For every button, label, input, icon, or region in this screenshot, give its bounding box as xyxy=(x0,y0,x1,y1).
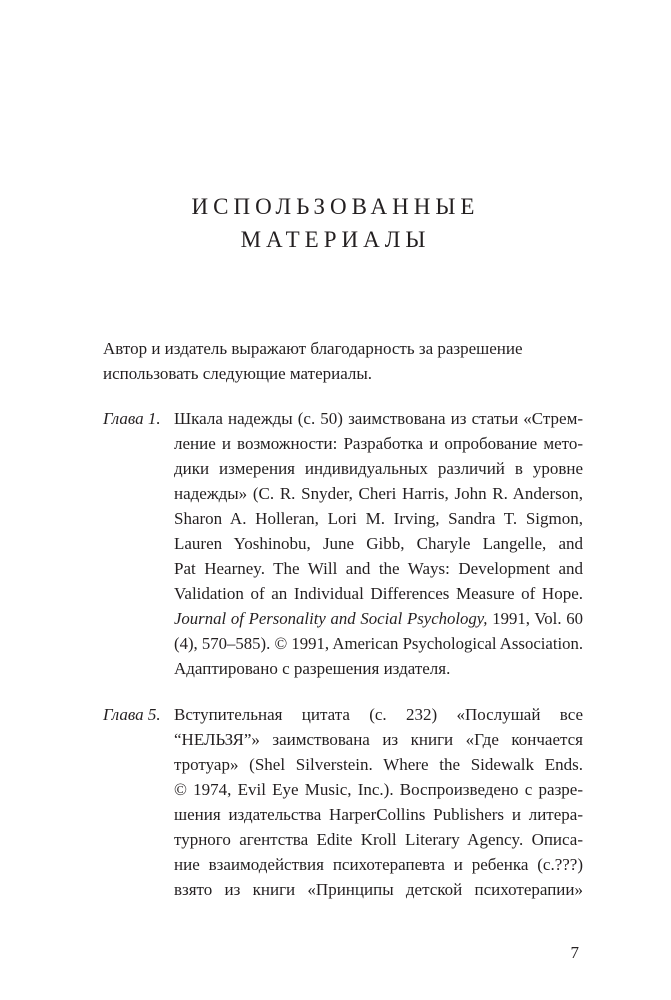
entry-text xyxy=(174,702,583,902)
entry-line: Sharon A. Holleran, Lori M. Irving, Sandra T. Sigmon, xyxy=(174,509,583,528)
intro-paragraph xyxy=(103,336,583,386)
page-number: 7 xyxy=(570,943,579,962)
intro-line-1: Автор и издатель выражают благодарность за разрешение xyxy=(103,339,523,358)
entry-line: Validation of an Individual Differences Measure of Hope. xyxy=(174,584,583,603)
entry-line: ление и возможности: Разработка и опробование мето- xyxy=(174,434,583,453)
entry-line: тротуар» (Shel Silverstein. Where the Sidewalk Ends. xyxy=(174,755,583,774)
entry-line: “НЕЛЬЗЯ”» заимствована из книги «Где кончается xyxy=(174,730,583,749)
entry-line: Шкала надежды (с. 50) заимствована из статьи «Стрем- xyxy=(174,409,583,428)
entry-line: дики измерения индивидуальных различий в уровне xyxy=(174,459,583,478)
entry-line: © 1974, Evil Eye Music, Inc.). Воспроизведено с разре- xyxy=(174,780,583,799)
entry-line: Вступительная цитата (с. 232) «Послушай все xyxy=(174,705,583,724)
heading-line-2: МАТЕРИАЛЫ xyxy=(240,227,431,253)
entry-line: ние взаимодействия психотерапевта и ребенка (с.???) xyxy=(174,855,583,874)
entry-line: надежды» (C. R. Snyder, Cheri Harris, John R. Anderson, xyxy=(174,484,583,503)
entry-line: шения издательства HarperCollins Publishers и литера- xyxy=(174,805,583,824)
entry-line: взято из книги «Принципы детской психотерапии» xyxy=(174,880,583,899)
entry-line: турного агентства Edite Kroll Literary Agency. Описа- xyxy=(174,830,583,849)
journal-details: 1991, Vol. 60 xyxy=(487,609,583,628)
page-heading xyxy=(0,190,671,256)
journal-title: Journal of Personality and Social Psychology, xyxy=(174,609,488,628)
entry-line: Lauren Yoshinobu, June Gibb, Charyle Langelle, and xyxy=(174,534,583,553)
heading-line-1: ИСПОЛЬЗОВАННЫЕ xyxy=(191,194,480,220)
entry-text xyxy=(174,406,583,681)
entry-line: Pat Hearney. The Will and the Ways: Development and xyxy=(174,559,583,578)
intro-line-2: использовать следующие материалы. xyxy=(103,364,373,383)
entry-line: (4), 570–585). © 1991, American Psychological Association. xyxy=(174,634,584,653)
entry-label: Глава 1. xyxy=(103,409,161,428)
entry-line-journal xyxy=(174,606,583,631)
entry-label: Глава 5. xyxy=(103,705,161,724)
entry-line: Адаптировано с разрешения издателя. xyxy=(174,659,451,678)
